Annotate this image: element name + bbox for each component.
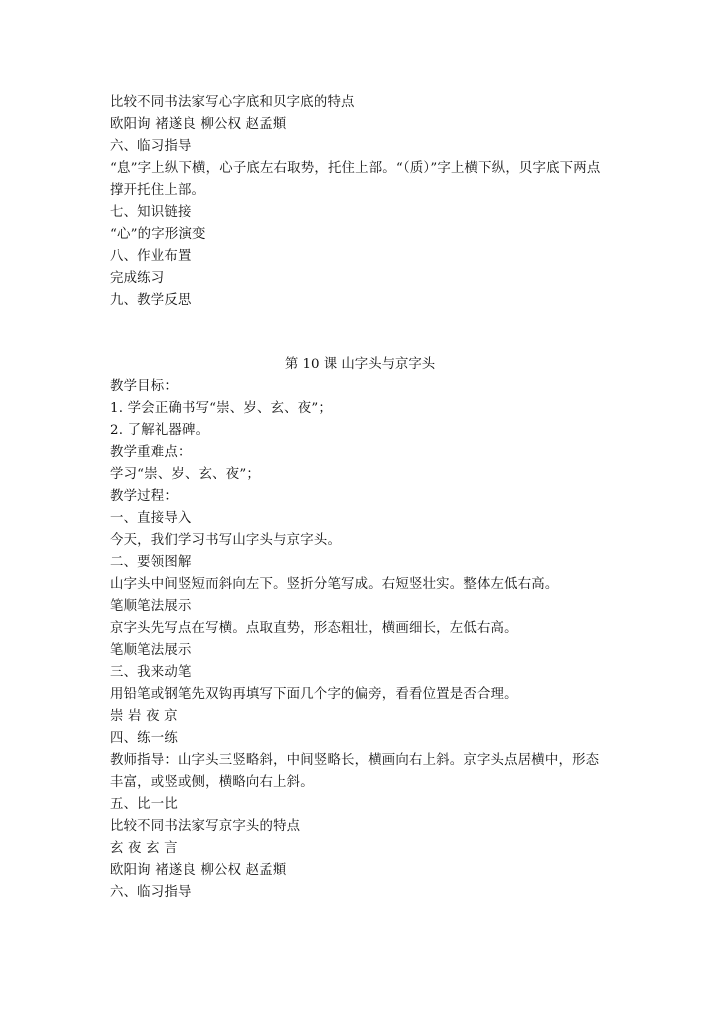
goal-item-2: 2. 了解礼器碑。: [110, 423, 210, 438]
heading-copy-guidance-2: 六、临习指导: [110, 885, 192, 900]
copy-guidance-text: “息”字上纵下横，心子底左右取势，托住上部。“（质）”字上横下纵，贝字底下两点撑开托住上部。: [110, 161, 601, 198]
heading-practice: 四、练一练: [110, 731, 178, 746]
heading-copy-guidance: 六、临习指导: [110, 139, 192, 154]
heading-teaching-process: 教学过程：: [110, 489, 178, 504]
section-lesson-10: [110, 376, 610, 904]
compare-characters: 玄 夜 玄 言: [110, 841, 178, 856]
heart-evolution-text: “心”的字形演变: [110, 227, 206, 242]
heading-homework: 八、作业布置: [110, 249, 192, 264]
goal-item-1: 1. 学会正确书写“崇、岁、玄、夜”；: [110, 401, 332, 416]
section-previous-lesson: [110, 92, 610, 312]
heading-knowledge-link: 七、知识链接: [110, 205, 192, 220]
jing-top-text: 京字头先写点在写横。点取直势，形态粗壮，横画细长，左低右高。: [110, 621, 518, 636]
teacher-guidance-text: 教师指导：山字头三竖略斜，中间竖略长，横画向右上斜。京字头点居横中，形态丰富，或竖或侧，横略向右上斜。: [110, 753, 600, 790]
heading-try-writing: 三、我来动笔: [110, 665, 192, 680]
calligraphers-list-2: 欧阳询 褚遂良 柳公权 赵孟頫: [110, 863, 287, 878]
heading-reflection: 九、教学反思: [110, 293, 192, 308]
heading-teaching-goals: 教学目标：: [110, 379, 178, 394]
compare-heart-shell-text: 比较不同书法家写心字底和贝字底的特点: [110, 95, 355, 110]
heading-compare: 五、比一比: [110, 797, 178, 812]
calligraphers-list: 欧阳询 褚遂良 柳公权 赵孟頫: [110, 117, 287, 132]
heading-introduction: 一、直接导入: [110, 511, 192, 526]
homework-text: 完成练习: [110, 271, 165, 286]
heading-key-points: 教学重难点：: [110, 445, 192, 460]
heading-illustration: 二、要领图解: [110, 555, 192, 570]
lesson-title: 第 10 课 山字头与京字头: [284, 357, 436, 372]
key-points-text: 学习“崇、岁、玄、夜”；: [110, 467, 260, 482]
introduction-text: 今天，我们学习书写山字头与京字头。: [110, 533, 342, 548]
practice-characters: 崇 岩 夜 京: [110, 709, 178, 724]
stroke-order-label-2: 笔顺笔法展示: [110, 643, 192, 658]
stroke-order-label-1: 笔顺笔法展示: [110, 599, 192, 614]
mountain-top-text: 山字头中间竖短而斜向左下。竖折分笔写成。右短竖壮实。整体左低右高。: [110, 577, 559, 592]
compare-jing-text: 比较不同书法家写京字头的特点: [110, 819, 301, 834]
try-writing-text: 用铅笔或钢笔先双钩再填写下面几个字的偏旁，看看位置是否合理。: [110, 687, 518, 702]
